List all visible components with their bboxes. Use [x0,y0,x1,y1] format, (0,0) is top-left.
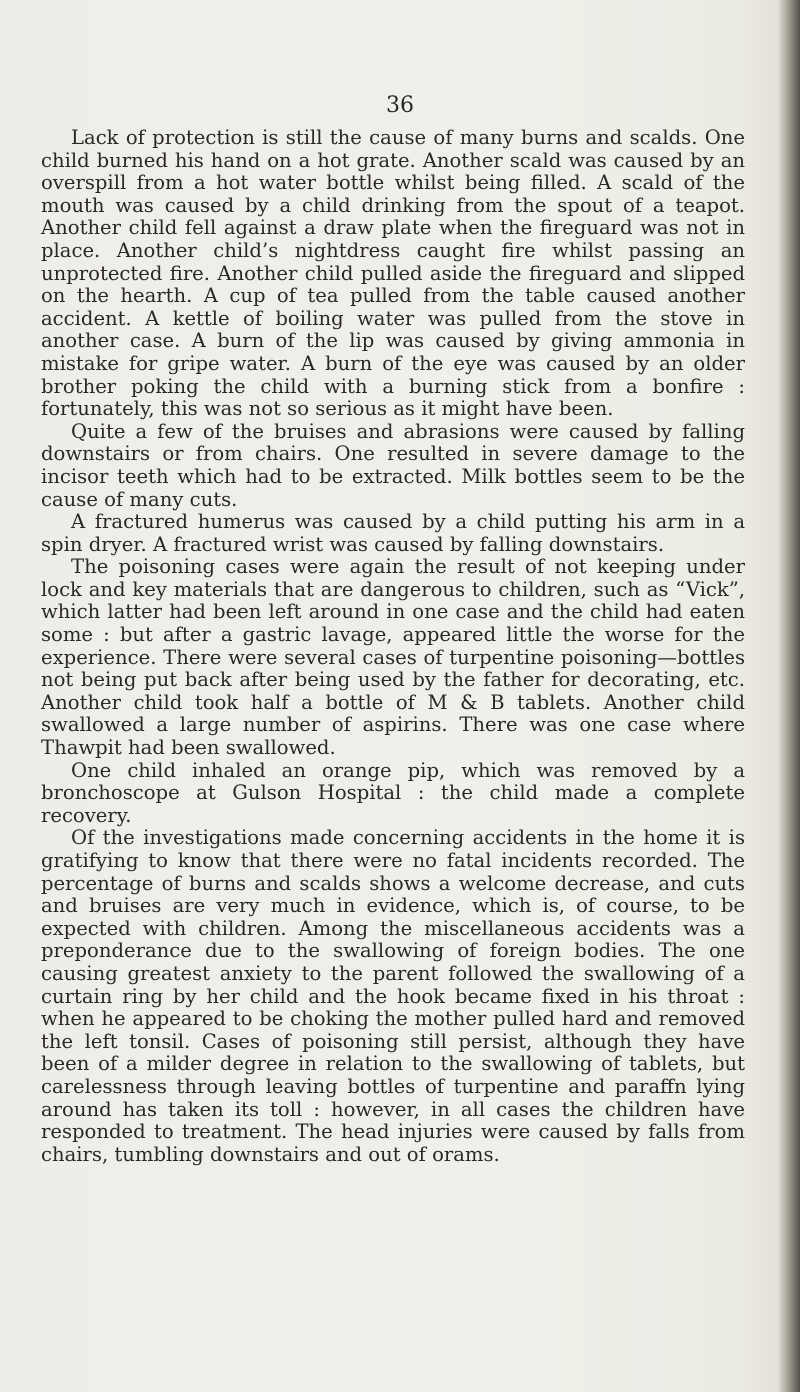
paragraph-burns-scalds: Lack of protection is still the cause of many burns and scalds. One child burned his hand on a hot grate. Another scald was caused by an overspill from a hot water bottle whilst being filled. A scald of the mouth was caused by a child drinking from the spout of a teapot. Another child fell against a draw plate when the fireguard was not in place. Another child’s nightdress caught fire whilst passing an unprotected fire. Another child pulled aside the fireguard and slipped on the hearth. A cup of tea pulled from the table caused another accident. A kettle of boiling water was pulled from the stove in another case. A burn of the lip was caused by giving ammonia in mistake for gripe water. A burn of the eye was caused by an older brother poking the child with a burning stick from a bonfire : fortunately, this was not so serious as it might have been. [41,126,745,421]
body-text [41,127,745,1166]
paragraph-summary: Of the investigations made concerning accidents in the home it is gratifying to know that there were no fatal incidents recorded. The percentage of burns and scalds shows a welcome decrease, and cuts and bruises are very much in evidence, which is, of course, to be expected with children. Among the miscellaneous accidents was a preponderance due to the swallowing of foreign bodies. The one causing greatest anxiety to the parent followed the swallowing of a curtain ring by her child and the hook became fixed in his throat : when he appeared to be choking the mother pulled hard and removed the left tonsil. Cases of poisoning still persist, although they have been of a milder degree in relation to the swallowing of tablets, but carelessness through leaving bottles of turpentine and paraffn lying around has taken its toll : however, in all cases the children have responded to treatment. The head injuries were caused by falls from chairs, tumbling downstairs and out of orams. [41,826,745,1166]
paragraph-poisoning: The poisoning cases were again the result of not keeping under lock and key materials that are dangerous to children, such as “Vick”, which latter had been left around in one case and the child had eaten some : but after a gastric lavage, appeared little the worse for the experience. There were several cases of turpentine poisoning—bottles not being put back after being used by the father for decorating, etc. Another child took half a bottle of M & B tablets. Another child swallowed a large number of aspirins. There was one case where Thawpit had been swallowed. [41,555,745,760]
page-number: 36 [386,93,414,118]
paragraph-bruises-abrasions: Quite a few of the bruises and abrasions were caused by falling downstairs or from chairs. One resulted in severe damage to the incisor teeth which had to be extracted. Milk bottles seem to be the cause of many cuts. [41,419,745,511]
paragraph-inhalation: One child inhaled an orange pip, which was removed by a bronchoscope at Gulson Hospital : the child made a complete recovery. [41,758,745,827]
paragraph-fractures: A fractured humerus was caused by a child putting his arm in a spin dryer. A fractured wrist was caused by falling downstairs. [41,510,745,556]
page-edge-shadow [778,0,800,1392]
